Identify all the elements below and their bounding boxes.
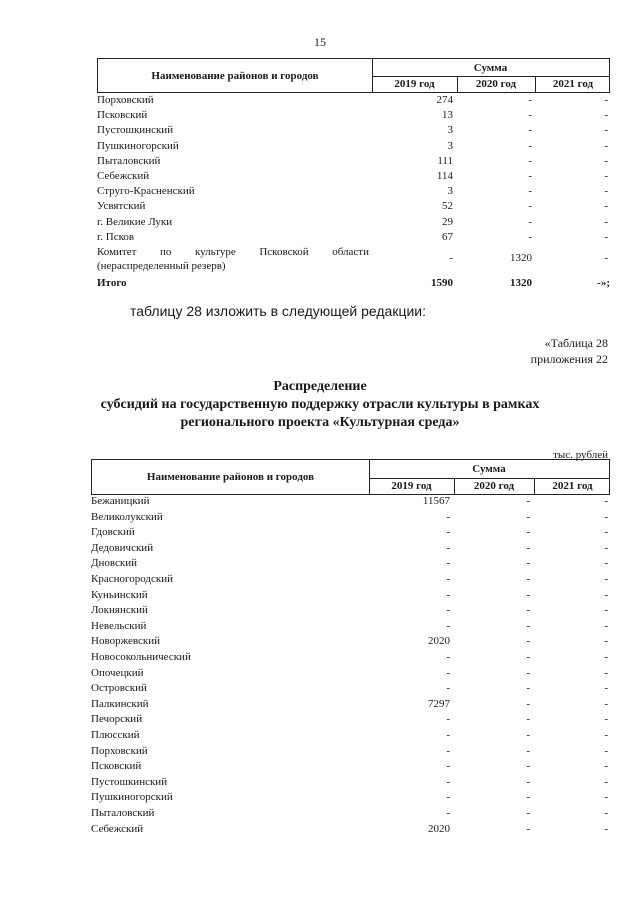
table2-year-2021: 2021 год: [552, 480, 593, 492]
table-ref-line1: «Таблица 28: [544, 336, 608, 350]
row-value-2020: -: [526, 573, 530, 585]
table1-total-row: [97, 276, 610, 291]
table-row: [97, 123, 610, 138]
row-value-2021: -: [604, 682, 608, 695]
row-value-2020: -: [526, 588, 530, 601]
row-name: Красногородский: [91, 573, 174, 585]
row-value-2020: -: [528, 230, 532, 243]
table2-year-2019: 2019 год: [369, 478, 455, 494]
row-value-2019: -: [446, 713, 450, 726]
row-value-2019: -: [446, 573, 450, 585]
row-value-2020: -: [526, 604, 530, 617]
row-value-2021: -: [604, 230, 608, 243]
table-row: [91, 759, 610, 774]
row-value-2019: 29: [442, 215, 453, 228]
table2-name-header: Наименование районов и городов: [92, 460, 370, 494]
row-value-2021: -: [604, 495, 608, 507]
table1-year-2020: 2020 год: [457, 76, 536, 92]
row-name: Пыталовский: [91, 807, 155, 819]
total-label: Итого: [97, 277, 127, 289]
row-value-2020: -: [528, 215, 532, 228]
row-value-2020: -: [526, 775, 530, 788]
row-value-2020: -: [526, 526, 530, 539]
row-value-2020: -: [526, 682, 530, 695]
row-value-2020: -: [528, 94, 532, 106]
committee-2020: 1320: [510, 252, 532, 264]
row-value-2020: -: [526, 744, 530, 757]
table-row: [91, 822, 610, 837]
row-value-2021: -: [604, 170, 608, 182]
table-row: [91, 556, 610, 571]
row-name: Пустошкинский: [97, 124, 174, 137]
total-2021: -»;: [597, 277, 610, 289]
row-value-2019: 52: [442, 200, 453, 213]
row-value-2021: -: [604, 744, 608, 757]
row-value-2021: -: [604, 822, 608, 835]
table2-header: [91, 459, 610, 495]
row-value-2021: -: [604, 573, 608, 585]
row-name: Себежский: [91, 822, 144, 835]
table-ref-line2: приложения 22: [530, 352, 608, 366]
table-row: [91, 634, 610, 649]
row-value-2020: -: [528, 154, 532, 167]
row-value-2019: -: [446, 557, 450, 570]
table-row: [91, 588, 610, 603]
row-value-2021: -: [604, 713, 608, 726]
row-value-2019: -: [446, 588, 450, 601]
row-value-2019: 11567: [422, 495, 450, 507]
row-value-2020: -: [526, 510, 530, 523]
row-value-2019: 7297: [428, 697, 450, 710]
row-value-2020: -: [526, 713, 530, 726]
row-value-2019: 13: [442, 109, 453, 122]
table-row: [91, 697, 610, 712]
title-line3: регионального проекта «Культурная среда»: [180, 415, 460, 430]
table-row: [91, 603, 610, 618]
table-row: [97, 199, 610, 214]
total-2020: 1320: [510, 277, 532, 289]
title-line1: Распределение: [273, 379, 367, 394]
row-name: Великолукский: [91, 510, 163, 523]
row-value-2019: -: [446, 619, 450, 632]
total-2019: 1590: [431, 277, 453, 289]
row-value-2019: 274: [436, 94, 453, 106]
table-row: [91, 525, 610, 540]
committee-label-line2: (нераспределенный резерв): [97, 260, 226, 272]
row-value-2021: -: [604, 666, 608, 679]
row-value-2019: 111: [437, 154, 453, 167]
row-name: Пыталовский: [97, 154, 161, 167]
table-row: [91, 775, 610, 790]
row-value-2019: 3: [447, 185, 453, 198]
row-value-2021: -: [604, 604, 608, 617]
row-name: Пустошкинский: [91, 775, 168, 788]
table1-sum-header: Сумма: [372, 59, 609, 77]
row-value-2020: -: [526, 822, 530, 835]
row-value-2019: -: [446, 651, 450, 663]
table-row: [91, 806, 610, 821]
row-value-2020: -: [528, 170, 532, 182]
row-value-2021: -: [604, 541, 608, 554]
row-value-2020: -: [526, 541, 530, 554]
row-value-2021: -: [604, 109, 608, 122]
table-row: [97, 108, 610, 123]
row-value-2020: -: [526, 807, 530, 819]
row-value-2019: 3: [447, 139, 453, 152]
row-value-2019: -: [446, 604, 450, 617]
row-value-2019: 2020: [428, 822, 450, 835]
row-name: Струго-Красненский: [97, 185, 195, 198]
table-row: [91, 681, 610, 696]
table-row: [91, 619, 610, 634]
row-value-2021: -: [604, 185, 608, 198]
row-name: Бежаницкий: [91, 495, 150, 507]
row-name: Пушкиногорский: [97, 139, 179, 152]
row-value-2019: 3: [447, 124, 453, 137]
amendment-paragraph: таблицу 28 изложить в следующей редакции:: [130, 303, 427, 319]
table-row: [97, 169, 610, 184]
row-value-2021: -: [604, 651, 608, 663]
row-value-2019: 114: [436, 170, 453, 182]
row-name: Дедовичский: [91, 541, 154, 554]
table-row: [97, 139, 610, 154]
row-value-2019: -: [446, 526, 450, 539]
row-value-2021: -: [604, 215, 608, 228]
table-row: [91, 728, 610, 743]
table-row: [97, 184, 610, 199]
table-row: [97, 230, 610, 245]
row-value-2019: 2020: [428, 635, 450, 648]
row-name: Новоржевский: [91, 635, 161, 648]
row-value-2021: -: [604, 510, 608, 523]
row-value-2021: -: [604, 635, 608, 648]
row-value-2019: -: [446, 666, 450, 679]
table2-sum-header: Сумма: [369, 460, 609, 479]
row-value-2019: -: [446, 775, 450, 788]
row-value-2021: -: [604, 791, 608, 804]
row-value-2021: -: [604, 619, 608, 632]
row-value-2019: -: [446, 682, 450, 695]
row-value-2020: -: [526, 495, 530, 507]
row-value-2021: -: [604, 760, 608, 773]
row-value-2020: -: [526, 729, 530, 741]
table-row: [91, 744, 610, 759]
table-row: [91, 712, 610, 727]
table-row: [91, 650, 610, 665]
row-value-2019: 67: [442, 230, 453, 243]
table1-header: [97, 58, 610, 93]
committee-2021: -: [604, 252, 608, 264]
row-value-2020: -: [528, 200, 532, 213]
row-value-2020: -: [528, 124, 532, 137]
row-value-2020: -: [526, 697, 530, 710]
row-value-2019: -: [446, 510, 450, 523]
row-name: Псковский: [97, 109, 148, 122]
row-name: Невельский: [91, 619, 147, 632]
row-name: Порховский: [91, 744, 148, 757]
committee-2019: -: [449, 252, 453, 264]
row-name: Печорский: [91, 713, 143, 726]
row-value-2021: -: [604, 124, 608, 137]
row-name: Пушкиногорский: [91, 791, 173, 804]
row-name: г. Великие Луки: [97, 215, 173, 228]
row-name: Себежский: [97, 170, 150, 182]
row-name: Куньинский: [91, 588, 148, 601]
row-value-2021: -: [604, 697, 608, 710]
committee-label: Комитет по культуре Псковской области: [97, 246, 369, 258]
table1-name-header: Наименование районов и городов: [98, 59, 373, 92]
row-value-2020: -: [526, 619, 530, 632]
row-name: Локнянский: [91, 604, 148, 617]
units-label: тыс. рублей: [553, 449, 608, 461]
table-row: [97, 215, 610, 230]
row-value-2020: -: [526, 760, 530, 773]
table-row: [91, 494, 610, 509]
row-value-2021: -: [604, 139, 608, 152]
table-row: [97, 93, 610, 108]
row-name: Палкинский: [91, 697, 149, 710]
row-value-2020: -: [528, 109, 532, 122]
row-name: Опочецкий: [91, 666, 144, 679]
table-row: [97, 154, 610, 169]
row-value-2021: -: [604, 588, 608, 601]
row-value-2021: -: [604, 775, 608, 788]
row-name: Порховский: [97, 94, 154, 106]
table1-year-2021: 2021 год: [552, 78, 594, 90]
row-value-2021: -: [604, 94, 608, 106]
table-row: [91, 572, 610, 587]
row-value-2021: -: [604, 807, 608, 819]
row-value-2021: -: [604, 526, 608, 539]
table1-committee-row: [97, 245, 610, 275]
row-name: Плюсский: [91, 729, 140, 741]
title-line2: субсидий на государственную поддержку отрасли культуры в рамках: [100, 397, 540, 412]
row-value-2019: -: [446, 791, 450, 804]
row-value-2021: -: [604, 729, 608, 741]
table-row: [91, 541, 610, 556]
table-row: [91, 790, 610, 805]
page-number: 15: [314, 35, 326, 49]
row-value-2019: -: [446, 807, 450, 819]
row-value-2019: -: [446, 729, 450, 741]
row-name: Гдовский: [91, 526, 135, 539]
table-row: [91, 510, 610, 525]
row-name: Дновский: [91, 557, 138, 570]
row-value-2021: -: [604, 154, 608, 167]
row-value-2019: -: [446, 744, 450, 757]
row-name: Усвятский: [97, 200, 146, 213]
table1-year-2019: 2019 год: [372, 76, 458, 92]
row-value-2021: -: [604, 557, 608, 570]
table2-year-2020: 2020 год: [454, 478, 535, 494]
row-name: г. Псков: [97, 230, 135, 243]
row-value-2020: -: [528, 185, 532, 198]
row-value-2019: -: [446, 541, 450, 554]
row-value-2021: -: [604, 200, 608, 213]
table-row: [91, 666, 610, 681]
row-value-2019: -: [446, 760, 450, 773]
row-value-2020: -: [526, 557, 530, 570]
row-value-2020: -: [526, 635, 530, 648]
row-name: Новосокольнический: [91, 651, 191, 663]
row-value-2020: -: [526, 666, 530, 679]
row-name: Псковский: [91, 760, 142, 773]
row-value-2020: -: [528, 139, 532, 152]
row-value-2020: -: [526, 791, 530, 804]
row-name: Островский: [91, 682, 147, 695]
row-value-2020: -: [526, 651, 530, 663]
